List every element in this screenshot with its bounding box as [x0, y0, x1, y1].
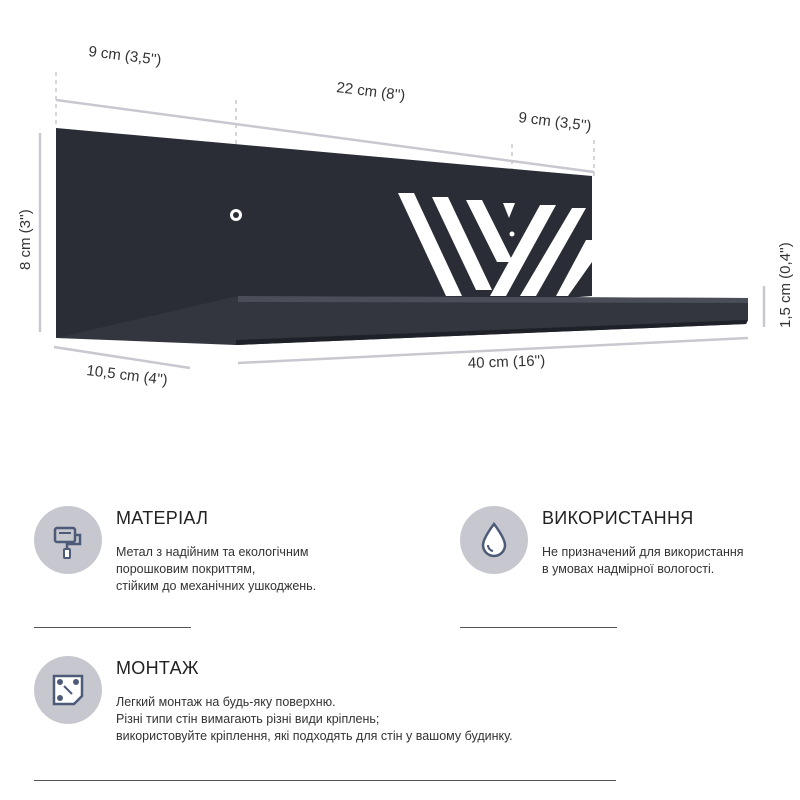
- feature-material-title: МАТЕРІАЛ: [116, 508, 209, 528]
- feature-material-description: [116, 544, 316, 595]
- dim-label-center-span: 22 cm (8''): [335, 79, 407, 105]
- feature-mounting-description: [116, 694, 513, 745]
- water-drop-icon: [460, 506, 528, 574]
- depth-dimension-line: [54, 347, 190, 368]
- paint-roller-icon: [34, 506, 102, 574]
- description-line: Різні типи стін вимагають різні види кріплень;: [116, 712, 380, 726]
- divider-left: [34, 627, 191, 628]
- mounting-plate-icon: [34, 656, 102, 724]
- dim-label-length: 40 cm (16''): [467, 352, 546, 372]
- description-line: Легкий монтаж на будь-яку поверхню.: [116, 695, 336, 709]
- dim-label-height: 8 cm (3''): [17, 209, 34, 270]
- dim-label-bracket-right: 9 cm (3,5''): [517, 109, 593, 135]
- description-line: стійким до механічних ушкоджень.: [116, 579, 317, 593]
- feature-usage-description: [542, 544, 744, 578]
- description-line: порошковим покриттям,: [116, 562, 256, 576]
- feature-mounting-title: МОНТАЖ: [116, 658, 199, 678]
- description-line: в умовах надмірної вологості.: [542, 562, 715, 576]
- description-line: використовуйте кріплення, які подходять для стін у вашому будинку.: [116, 729, 513, 743]
- feature-usage: [460, 506, 790, 606]
- divider-bottom: [34, 780, 616, 781]
- mounting-hole-right: [510, 232, 515, 237]
- dim-label-bracket-left: 9 cm (3,5''): [87, 43, 163, 69]
- dim-label-lip-height: 1,5 cm (0,4''): [777, 242, 794, 328]
- description-line: Метал з надійним та екологічним: [116, 545, 309, 559]
- dim-label-depth: 10,5 cm (4''): [85, 362, 169, 389]
- description-line: Не призначений для використання: [542, 545, 744, 559]
- feature-material: [34, 506, 434, 606]
- feature-usage-title: ВИКОРИСТАННЯ: [542, 508, 694, 528]
- feature-mounting: [34, 656, 774, 756]
- divider-right: [460, 627, 617, 628]
